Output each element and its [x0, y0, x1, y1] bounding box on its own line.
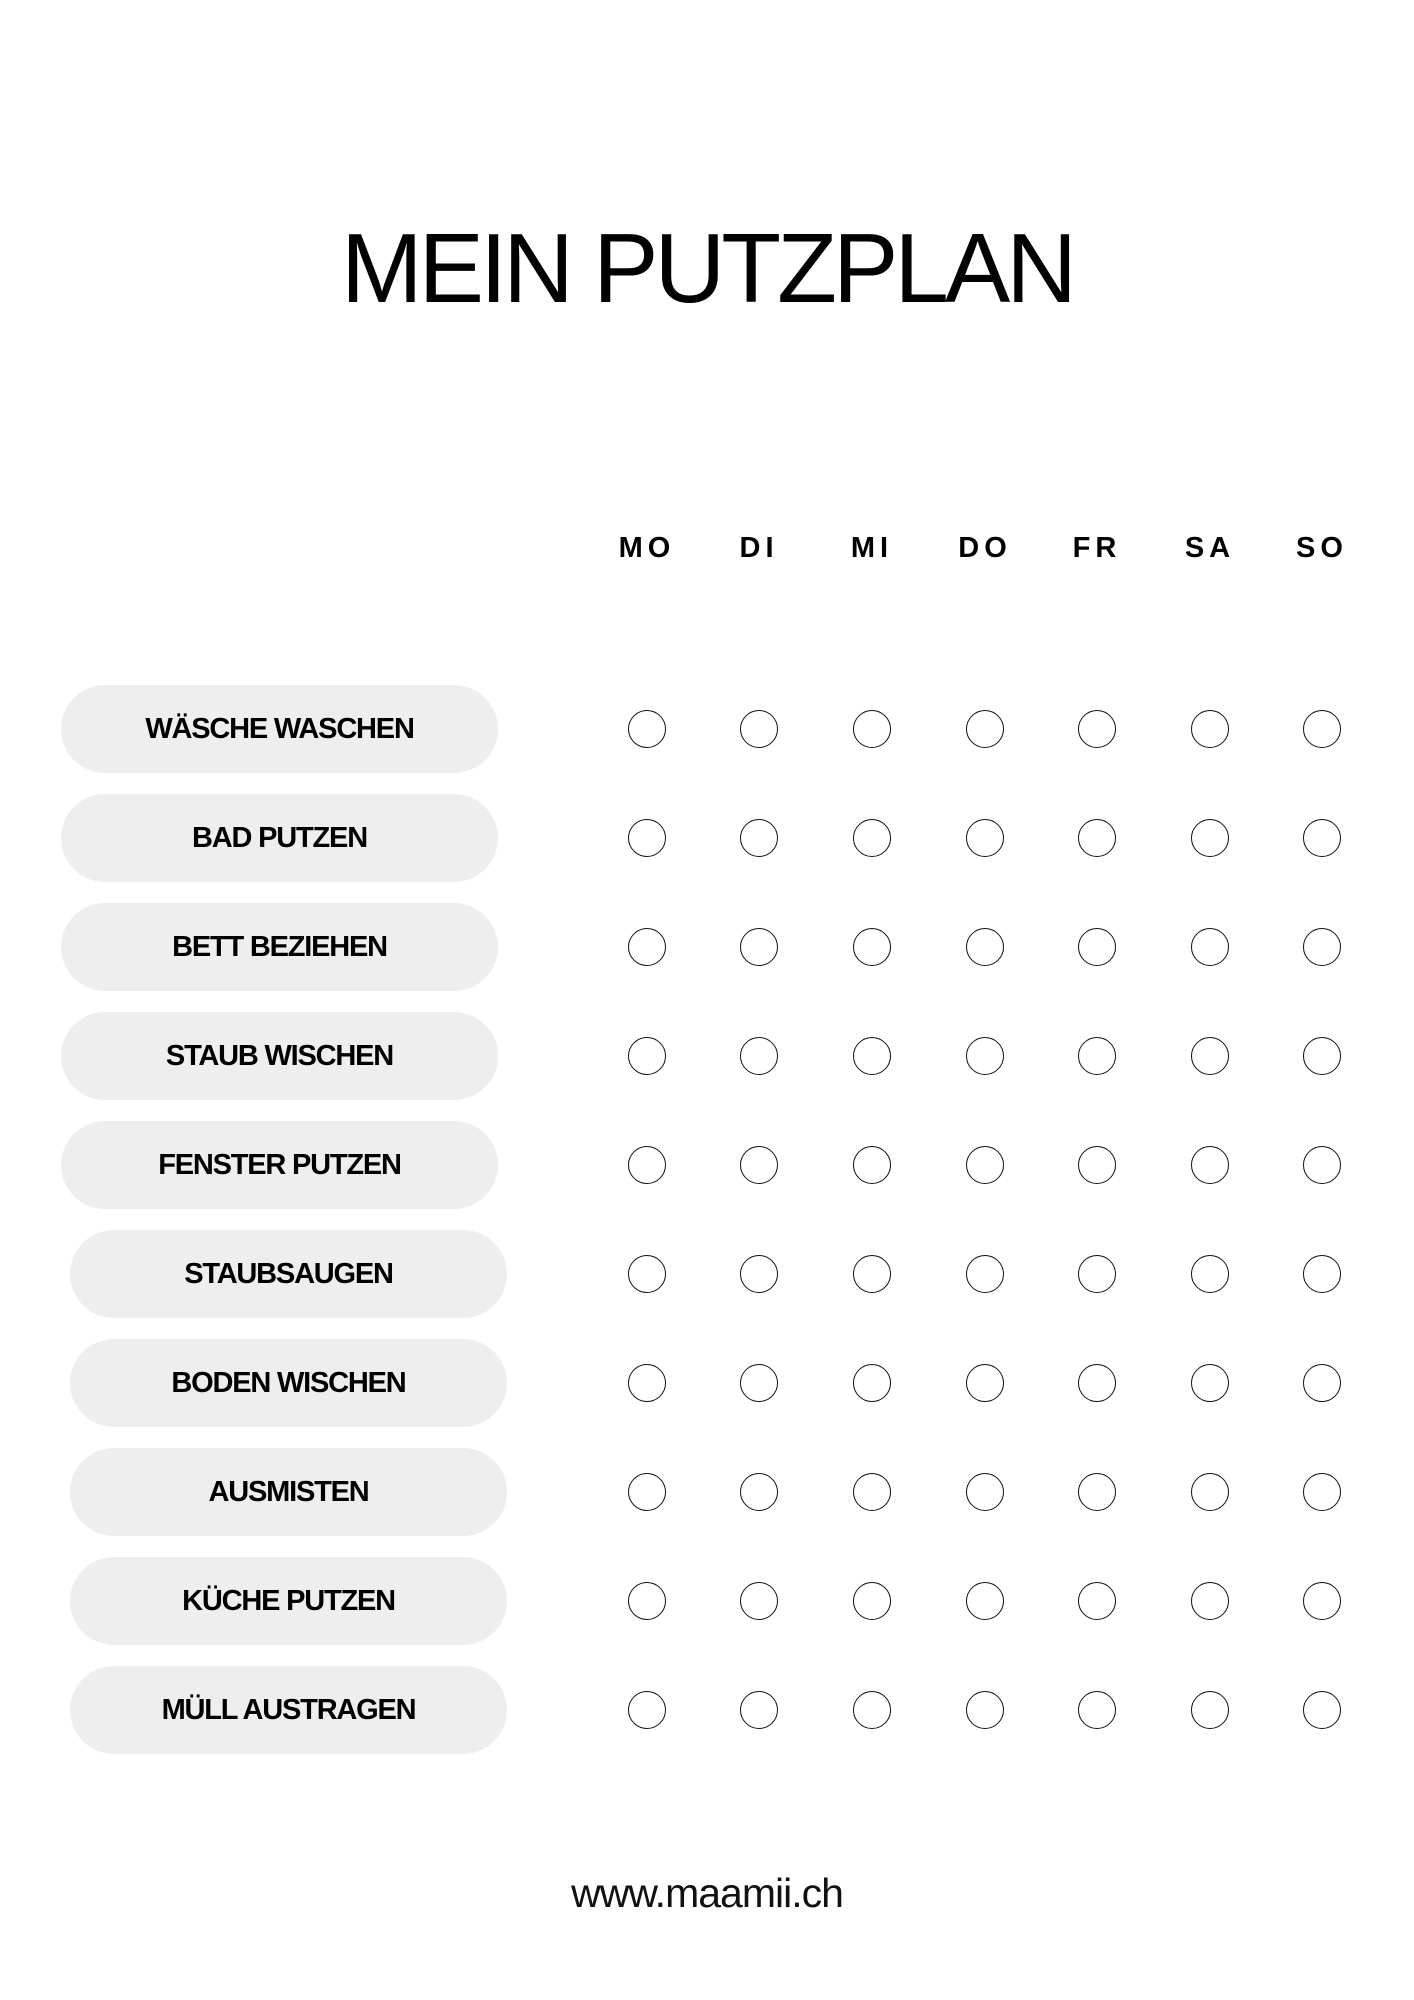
checkbox-sa[interactable] [1191, 1037, 1229, 1075]
checkbox-mi[interactable] [853, 1582, 891, 1620]
checkbox-do[interactable] [966, 1255, 1004, 1293]
task-pill [61, 1121, 498, 1209]
checkbox-sa[interactable] [1191, 928, 1229, 966]
checkbox-mi[interactable] [853, 1364, 891, 1402]
checkbox-di[interactable] [740, 819, 778, 857]
task-pill [70, 1339, 507, 1427]
checkbox-mi[interactable] [853, 1037, 891, 1075]
page-title: MEIN PUTZPLAN [340, 212, 1074, 323]
checkbox-mo[interactable] [628, 1473, 666, 1511]
checkbox-fr[interactable] [1078, 1473, 1116, 1511]
checkbox-fr[interactable] [1078, 710, 1116, 748]
checkbox-mi[interactable] [853, 1691, 891, 1729]
checkbox-sa[interactable] [1191, 1255, 1229, 1293]
checkbox-di[interactable] [740, 1582, 778, 1620]
checkbox-so[interactable] [1303, 1146, 1341, 1184]
checkbox-so[interactable] [1303, 1364, 1341, 1402]
checkbox-sa[interactable] [1191, 819, 1229, 857]
checkbox-fr[interactable] [1078, 1037, 1116, 1075]
checkbox-so[interactable] [1303, 928, 1341, 966]
task-label: MÜLL AUSTRAGEN [161, 1693, 416, 1726]
checkbox-fr[interactable] [1078, 1255, 1116, 1293]
task-pill [61, 685, 498, 773]
day-header-mi: MI [850, 532, 894, 564]
checkbox-mi[interactable] [853, 710, 891, 748]
checkbox-so[interactable] [1303, 1473, 1341, 1511]
checkbox-di[interactable] [740, 710, 778, 748]
checkbox-sa[interactable] [1191, 1364, 1229, 1402]
task-label: AUSMISTEN [208, 1475, 369, 1508]
checkbox-do[interactable] [966, 1582, 1004, 1620]
checkbox-so[interactable] [1303, 1691, 1341, 1729]
checkbox-do[interactable] [966, 1146, 1004, 1184]
checkbox-mi[interactable] [853, 819, 891, 857]
task-label: STAUBSAUGEN [184, 1257, 393, 1290]
checkbox-sa[interactable] [1191, 1691, 1229, 1729]
checkbox-mo[interactable] [628, 710, 666, 748]
checkbox-mi[interactable] [853, 1146, 891, 1184]
checkbox-do[interactable] [966, 819, 1004, 857]
checkbox-di[interactable] [740, 1255, 778, 1293]
checkbox-fr[interactable] [1078, 1582, 1116, 1620]
checkbox-di[interactable] [740, 1691, 778, 1729]
checkbox-mi[interactable] [853, 928, 891, 966]
checkbox-mo[interactable] [628, 1364, 666, 1402]
task-pill [61, 794, 498, 882]
checkbox-so[interactable] [1303, 710, 1341, 748]
checkbox-di[interactable] [740, 1146, 778, 1184]
day-header-di: DI [739, 532, 779, 564]
checkbox-mo[interactable] [628, 928, 666, 966]
checkbox-mi[interactable] [853, 1473, 891, 1511]
task-label: FENSTER PUTZEN [158, 1148, 401, 1181]
footer-url: www.maamii.ch [571, 1870, 843, 1916]
task-pill [70, 1448, 507, 1536]
checkbox-sa[interactable] [1191, 1473, 1229, 1511]
checkbox-di[interactable] [740, 1473, 778, 1511]
checkbox-di[interactable] [740, 1037, 778, 1075]
checkbox-do[interactable] [966, 928, 1004, 966]
task-pill [61, 1012, 498, 1100]
task-pill [70, 1666, 507, 1754]
checkbox-fr[interactable] [1078, 1364, 1116, 1402]
checkbox-fr[interactable] [1078, 1146, 1116, 1184]
checkbox-mi[interactable] [853, 1255, 891, 1293]
task-label: STAUB WISCHEN [165, 1039, 394, 1072]
checkbox-sa[interactable] [1191, 1146, 1229, 1184]
checkbox-so[interactable] [1303, 1582, 1341, 1620]
checkbox-do[interactable] [966, 1691, 1004, 1729]
checkbox-do[interactable] [966, 1364, 1004, 1402]
checkbox-sa[interactable] [1191, 710, 1229, 748]
day-header-do: DO [958, 532, 1012, 564]
checkbox-di[interactable] [740, 928, 778, 966]
checkbox-mo[interactable] [628, 1582, 666, 1620]
checkbox-so[interactable] [1303, 1255, 1341, 1293]
day-header-mo: MO [618, 532, 676, 564]
task-pill [70, 1557, 507, 1645]
checkbox-mo[interactable] [628, 819, 666, 857]
task-label: BAD PUTZEN [192, 821, 367, 854]
day-header-fr: FR [1072, 532, 1122, 564]
task-label: BETT BEZIEHEN [172, 930, 387, 963]
task-pill [70, 1230, 507, 1318]
task-label: WÄSCHE WASCHEN [145, 712, 414, 745]
checkbox-fr[interactable] [1078, 819, 1116, 857]
task-label: BODEN WISCHEN [171, 1366, 406, 1399]
task-label: KÜCHE PUTZEN [182, 1584, 395, 1617]
checkbox-mo[interactable] [628, 1146, 666, 1184]
day-header-so: SO [1296, 532, 1348, 564]
checkbox-so[interactable] [1303, 1037, 1341, 1075]
checkbox-do[interactable] [966, 1037, 1004, 1075]
day-header-sa: SA [1184, 532, 1236, 564]
checkbox-mo[interactable] [628, 1691, 666, 1729]
checkbox-fr[interactable] [1078, 1691, 1116, 1729]
checkbox-mo[interactable] [628, 1255, 666, 1293]
checkbox-di[interactable] [740, 1364, 778, 1402]
task-pill [61, 903, 498, 991]
checkbox-do[interactable] [966, 1473, 1004, 1511]
checkbox-fr[interactable] [1078, 928, 1116, 966]
checkbox-mo[interactable] [628, 1037, 666, 1075]
checkbox-sa[interactable] [1191, 1582, 1229, 1620]
checkbox-do[interactable] [966, 710, 1004, 748]
checkbox-so[interactable] [1303, 819, 1341, 857]
